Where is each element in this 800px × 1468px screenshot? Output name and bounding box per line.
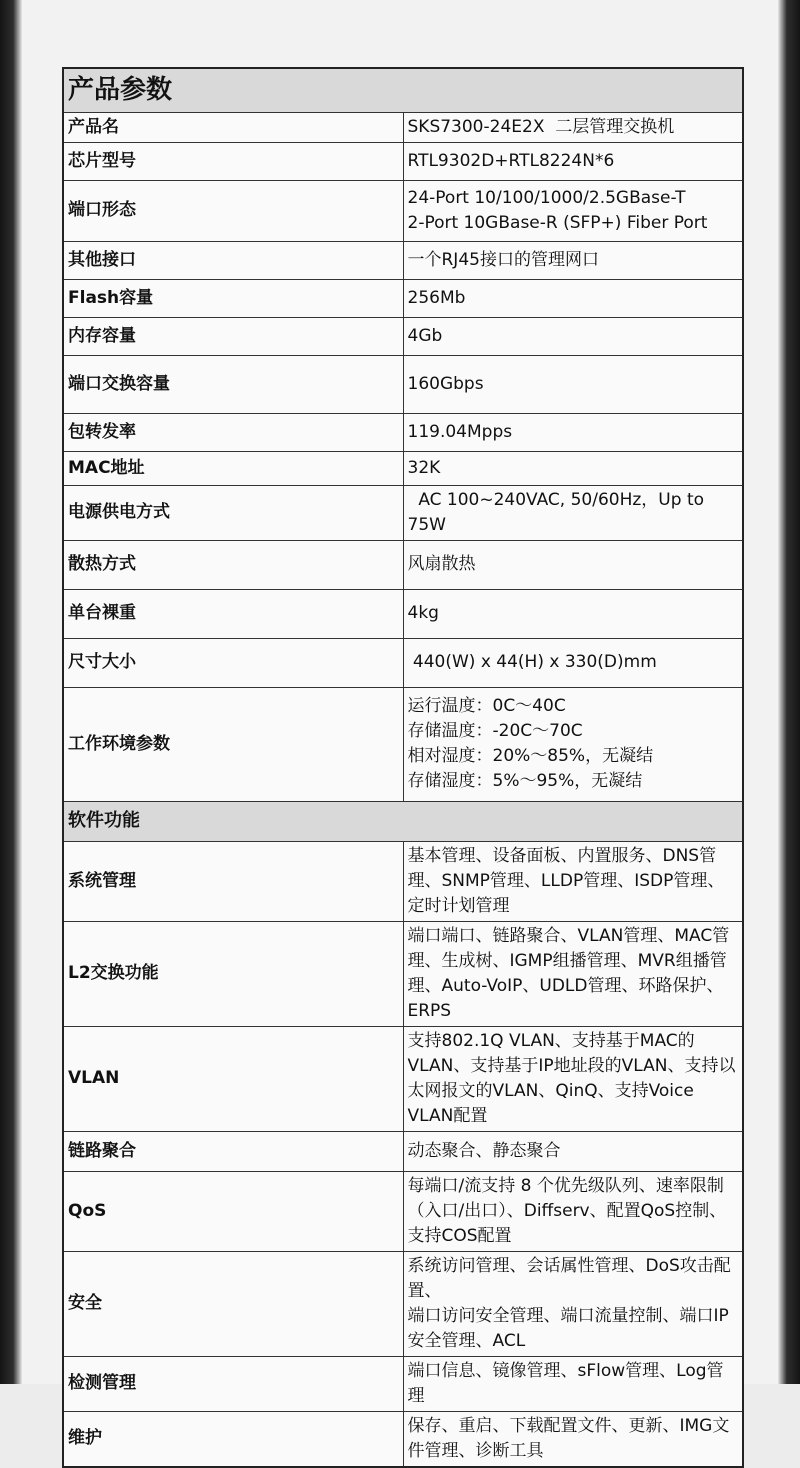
spec-value-line: 相对湿度：20%～85%，无凝结 — [407, 746, 654, 766]
spec-label: 散热方式 — [63, 540, 403, 589]
spec-label: 其他接口 — [63, 241, 403, 279]
spec-value — [403, 540, 743, 589]
spec-value — [403, 921, 743, 1026]
spec-row — [63, 841, 743, 921]
spec-value-line: 运行温度：0C～40C — [407, 696, 566, 716]
spec-label: 检测管理 — [63, 1356, 403, 1411]
spec-value — [403, 451, 743, 485]
left-edge-bar — [0, 0, 22, 1384]
spec-value-line: 动态聚合、静态聚合 — [407, 1140, 561, 1161]
spec-value — [403, 1171, 743, 1251]
spec-value — [403, 142, 743, 180]
spec-label: 电源供电方式 — [63, 485, 403, 540]
spec-label: QoS — [63, 1171, 403, 1251]
spec-row — [63, 589, 743, 638]
spec-value-line: 32K — [407, 457, 441, 478]
spec-row — [63, 413, 743, 451]
spec-row — [63, 279, 743, 317]
spec-value-line: 4Gb — [407, 325, 443, 346]
spec-value-line: 保存、重启、下载配置文件、更新、IMG文件管理、诊断工具 — [407, 1415, 730, 1461]
spec-row — [63, 241, 743, 279]
spec-value — [403, 1131, 743, 1171]
spec-value — [403, 485, 743, 540]
spec-value-line: 一个RJ45接口的管理网口 — [407, 249, 599, 270]
spec-label: 维护 — [63, 1411, 403, 1467]
spec-row — [63, 1411, 743, 1467]
spec-value — [403, 687, 743, 801]
spec-value — [403, 180, 743, 241]
spec-value-line: 风扇散热 — [407, 554, 476, 574]
spec-row — [63, 687, 743, 801]
spec-value-line: 256Mb — [407, 287, 466, 308]
software-section-title: 软件功能 — [63, 801, 743, 841]
spec-label: MAC地址 — [63, 451, 403, 485]
spec-value-line: SKS7300-24E2X 二层管理交换机 — [407, 116, 675, 137]
spec-value-line: RTL9302D+RTL8224N*6 — [407, 150, 615, 171]
spec-value — [403, 317, 743, 355]
spec-value — [403, 589, 743, 638]
spec-value-line: 端口端口、链路聚合、VLAN管理、MAC管理、生成树、IGMP组播管理、MVR组播管理、Auto-VoIP、UDLD管理、环路保护、ERPS — [407, 925, 730, 1021]
spec-label: 端口交换容量 — [63, 355, 403, 413]
spec-label: 安全 — [63, 1251, 403, 1356]
spec-label: 单台裸重 — [63, 589, 403, 638]
spec-row — [63, 317, 743, 355]
spec-value — [403, 1411, 743, 1467]
spec-label: 工作环境参数 — [63, 687, 403, 801]
spec-row — [63, 1026, 743, 1131]
spec-table — [62, 67, 744, 1468]
spec-row — [63, 921, 743, 1026]
spec-value — [403, 279, 743, 317]
spec-value — [403, 1251, 743, 1356]
right-edge-bar — [778, 0, 800, 1384]
spec-row — [63, 142, 743, 180]
spec-value-line: 端口访问安全管理、端口流量控制、端口IP安全管理、ACL — [407, 1305, 729, 1351]
spec-row — [63, 638, 743, 687]
header-row — [63, 68, 743, 112]
spec-label: 系统管理 — [63, 841, 403, 921]
spec-label: Flash容量 — [63, 279, 403, 317]
table-title: 产品参数 — [63, 68, 743, 112]
spec-value-line: 基本管理、设备面板、内置服务、DNS管理、SNMP管理、LLDP管理、ISDP管理、定时计划管理 — [407, 845, 725, 916]
spec-value-line: 系统访问管理、会话属性管理、DoS攻击配置、 — [407, 1255, 731, 1301]
spec-row — [63, 451, 743, 485]
spec-value-line: 端口信息、镜像管理、sFlow管理、Log管理 — [407, 1360, 724, 1406]
spec-value — [403, 1026, 743, 1131]
spec-row — [63, 1171, 743, 1251]
spec-value-line: 24-Port 10/100/1000/2.5GBase-T — [407, 187, 686, 208]
spec-row — [63, 540, 743, 589]
spec-label: VLAN — [63, 1026, 403, 1131]
spec-label: 内存容量 — [63, 317, 403, 355]
spec-value-line: 4kg — [407, 603, 439, 623]
spec-table-body — [63, 68, 743, 1467]
spec-row — [63, 112, 743, 142]
spec-value — [403, 413, 743, 451]
spec-value — [403, 241, 743, 279]
spec-value-line: 每端口/流支持 8 个优先级队列、速率限制（入口/出口）、Diffserv、配置QoS控制、支持COS配置 — [407, 1175, 727, 1246]
spec-value-line: 支持802.1Q VLAN、支持基于MAC的VLAN、支持基于IP地址段的VLAN、支持以太网报文的VLAN、QinQ、支持Voice VLAN配置 — [407, 1030, 736, 1126]
spec-label: L2交换功能 — [63, 921, 403, 1026]
spec-label: 包转发率 — [63, 413, 403, 451]
spec-value-line: 存储湿度：5%～95%，无凝结 — [407, 771, 643, 791]
spec-row — [63, 180, 743, 241]
spec-value-line: 存储温度：-20C～70C — [407, 721, 583, 741]
spec-value-line: 2-Port 10GBase-R (SFP+) Fiber Port — [407, 212, 708, 233]
spec-row — [63, 355, 743, 413]
spec-value — [403, 112, 743, 142]
spec-value-line: 440(W) x 44(H) x 330(D)mm — [407, 652, 657, 672]
spec-label: 端口形态 — [63, 180, 403, 241]
software-header-row — [63, 801, 743, 841]
spec-value-line: 119.04Mpps — [407, 421, 513, 442]
spec-label: 产品名 — [63, 112, 403, 142]
spec-label: 尺寸大小 — [63, 638, 403, 687]
spec-value — [403, 841, 743, 921]
spec-label: 芯片型号 — [63, 142, 403, 180]
spec-row — [63, 1251, 743, 1356]
spec-label: 链路聚合 — [63, 1131, 403, 1171]
spec-value-line: 160Gbps — [407, 373, 484, 394]
spec-value-line: AC 100~240VAC, 50/60Hz，Up to 75W — [407, 489, 710, 535]
spec-row — [63, 1131, 743, 1171]
spec-value — [403, 638, 743, 687]
spec-value — [403, 355, 743, 413]
spec-row — [63, 485, 743, 540]
